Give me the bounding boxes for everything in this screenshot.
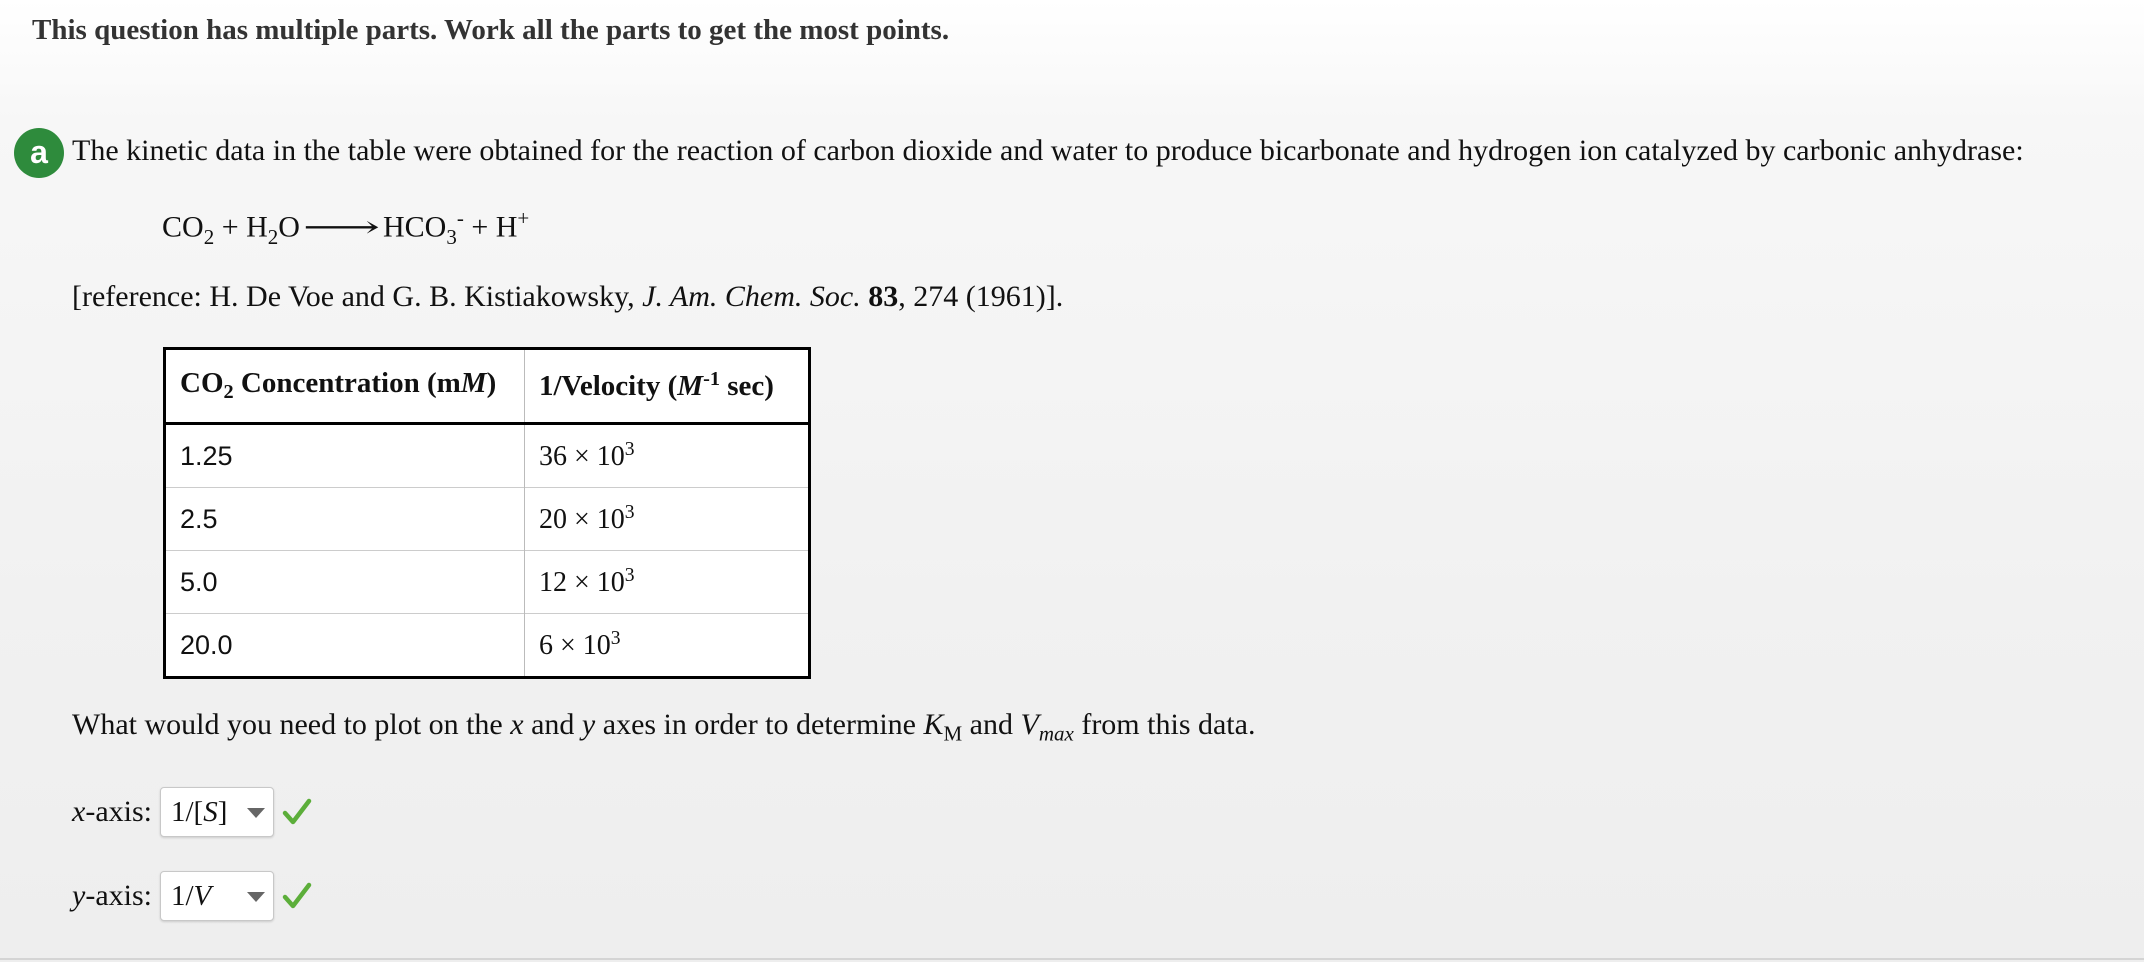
- reaction-equation: $CO_2$ + $H_2O⟶HCO_3^- + H^+$: [162, 206, 530, 249]
- inverse-velocity-cell: $6 \times 10^3$: [525, 614, 810, 678]
- reaction-arrow: ⟶: [302, 210, 381, 244]
- column-header-inverse-velocity: 1/Velocity ($M^{-1}$ sec): [525, 349, 810, 424]
- concentration-cell: 20.0: [165, 614, 525, 678]
- divider: [0, 958, 2144, 960]
- question-intro: The kinetic data in the table were obtained for the reaction of carbon dioxide and water to produce bicarbonate and hydrogen ion catalyzed by carbonic anhydrase:: [72, 134, 2024, 167]
- y-axis-row: [72, 871, 312, 921]
- inverse-velocity-cell: $20 \times 10^3$: [525, 488, 810, 551]
- table-row: [165, 424, 810, 488]
- inverse-velocity-cell: $12 \times 10^3$: [525, 551, 810, 614]
- y-axis-label: y-axis:: [72, 879, 152, 912]
- table-row: [165, 614, 810, 678]
- check-icon: [282, 881, 312, 911]
- table-row: [165, 551, 810, 614]
- concentration-cell: 1.25: [165, 424, 525, 488]
- check-icon: [282, 797, 312, 827]
- column-header-concentration: $CO_2$ Concentration (mM): [165, 349, 525, 424]
- dropdown-caret-icon: [247, 808, 265, 818]
- dropdown-caret-icon: [247, 892, 265, 902]
- axis-question: What would you need to plot on the x and y axes in order to determine $K_M$ and $V_{max}$ from this data.: [72, 708, 1256, 746]
- concentration-cell: 5.0: [165, 551, 525, 614]
- concentration-cell: 2.5: [165, 488, 525, 551]
- y-axis-select[interactable]: 1/ V: [160, 871, 274, 921]
- x-axis-row: [72, 787, 312, 837]
- table-row: [165, 488, 810, 551]
- instructions-text: This question has multiple parts. Work all the parts to get the most points.: [32, 14, 950, 46]
- inverse-velocity-cell: $36 \times 10^3$: [525, 424, 810, 488]
- x-axis-select[interactable]: 1/[ S ]: [160, 787, 274, 837]
- part-badge: a: [14, 128, 64, 178]
- x-axis-label: x-axis:: [72, 795, 152, 828]
- reference-citation: [reference: H. De Voe and G. B. Kistiakowsky, J. Am. Chem. Soc. 83, 274 (1961)].: [72, 280, 1064, 313]
- kinetic-data-table: [163, 347, 811, 679]
